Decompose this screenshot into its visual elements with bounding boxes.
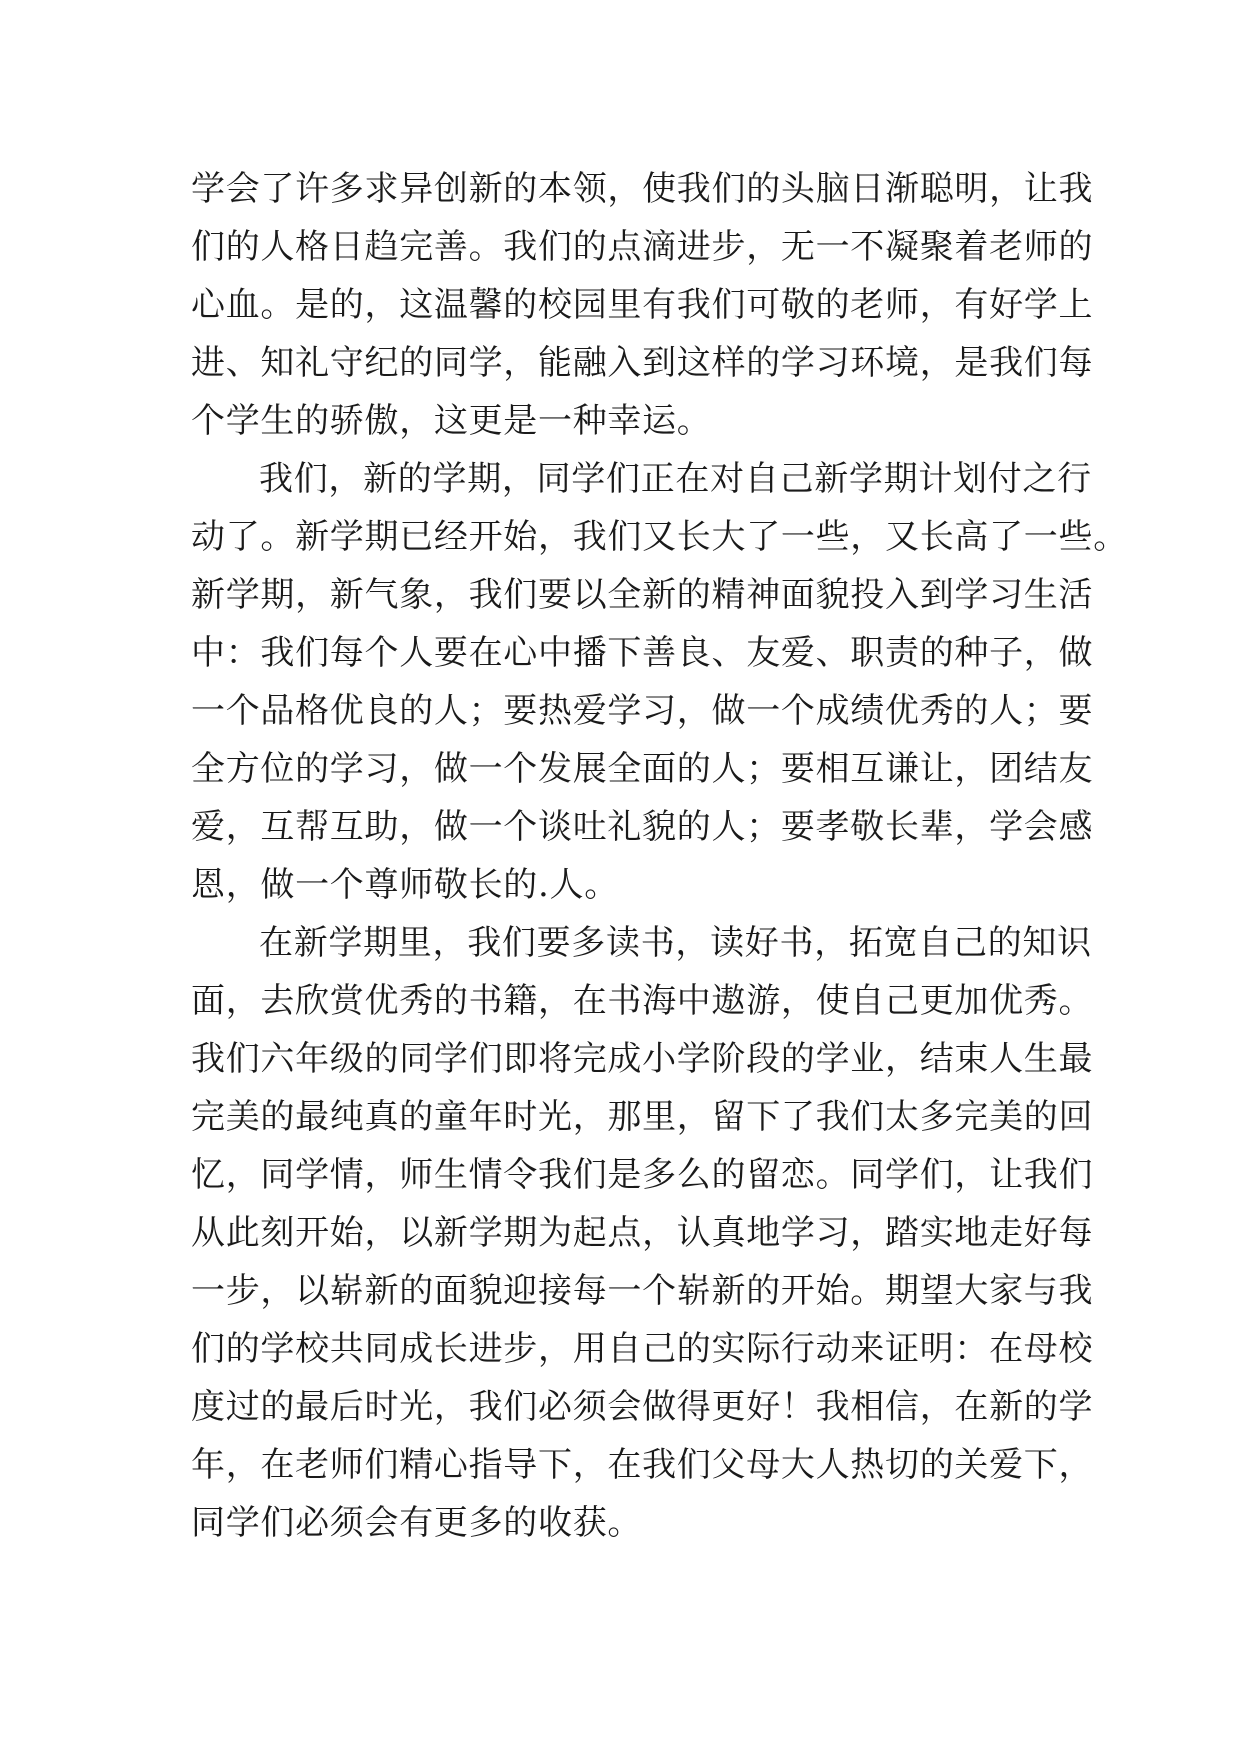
text-line: 完美的最纯真的童年时光，那里，留下了我们太多完美的回 <box>191 1097 1094 1137</box>
text-line: 面，去欣赏优秀的书籍，在书海中遨游，使自己更加优秀。 <box>191 981 1094 1021</box>
text-line: 新学期，新气象，我们要以全新的精神面貌投入到学习生活 <box>191 575 1094 615</box>
text-line: 恩，做一个尊师敬长的.人。 <box>191 865 619 905</box>
text-line: 一个品格优良的人；要热爱学习，做一个成绩优秀的人；要 <box>191 691 1094 731</box>
text-line: 度过的最后时光，我们必须会做得更好！我相信，在新的学 <box>191 1387 1094 1427</box>
text-line: 心血。是的，这温馨的校园里有我们可敬的老师，有好学上 <box>191 285 1094 325</box>
text-line: 爱，互帮互助，做一个谈吐礼貌的人；要孝敬长辈，学会感 <box>191 807 1094 847</box>
text-line: 全方位的学习，做一个发展全面的人；要相互谦让，团结友 <box>191 749 1094 789</box>
text-line: 忆，同学情，师生情令我们是多么的留恋。同学们，让我们 <box>191 1155 1094 1195</box>
text-line: 个学生的骄傲，这更是一种幸运。 <box>191 401 712 441</box>
text-line: 们的学校共同成长进步，用自己的实际行动来证明：在母校 <box>191 1329 1094 1369</box>
text-line: 从此刻开始，以新学期为起点，认真地学习，踏实地走好每 <box>191 1213 1094 1253</box>
text-line: 一步，以崭新的面貌迎接每一个崭新的开始。期望大家与我 <box>191 1271 1094 1311</box>
text-line: 年，在老师们精心指导下，在我们父母大人热切的关爱下， <box>191 1445 1094 1485</box>
text-line: 动了。新学期已经开始，我们又长大了一些，又长高了一些。 <box>191 517 1128 557</box>
text-line: 同学们必须会有更多的收获。 <box>191 1503 643 1543</box>
paragraph-first-line: 在新学期里，我们要多读书，读好书，拓宽自己的知识 <box>259 923 1092 963</box>
text-line: 们的人格日趋完善。我们的点滴进步，无一不凝聚着老师的 <box>191 227 1094 267</box>
text-line: 学会了许多求异创新的本领，使我们的头脑日渐聪明，让我 <box>191 169 1094 209</box>
text-line: 中：我们每个人要在心中播下善良、友爱、职责的种子，做 <box>191 633 1094 673</box>
text-line: 进、知礼守纪的同学，能融入到这样的学习环境，是我们每 <box>191 343 1094 383</box>
paragraph-first-line: 我们，新的学期，同学们正在对自己新学期计划付之行 <box>259 459 1092 499</box>
text-line: 我们六年级的同学们即将完成小学阶段的学业，结束人生最 <box>191 1039 1094 1079</box>
